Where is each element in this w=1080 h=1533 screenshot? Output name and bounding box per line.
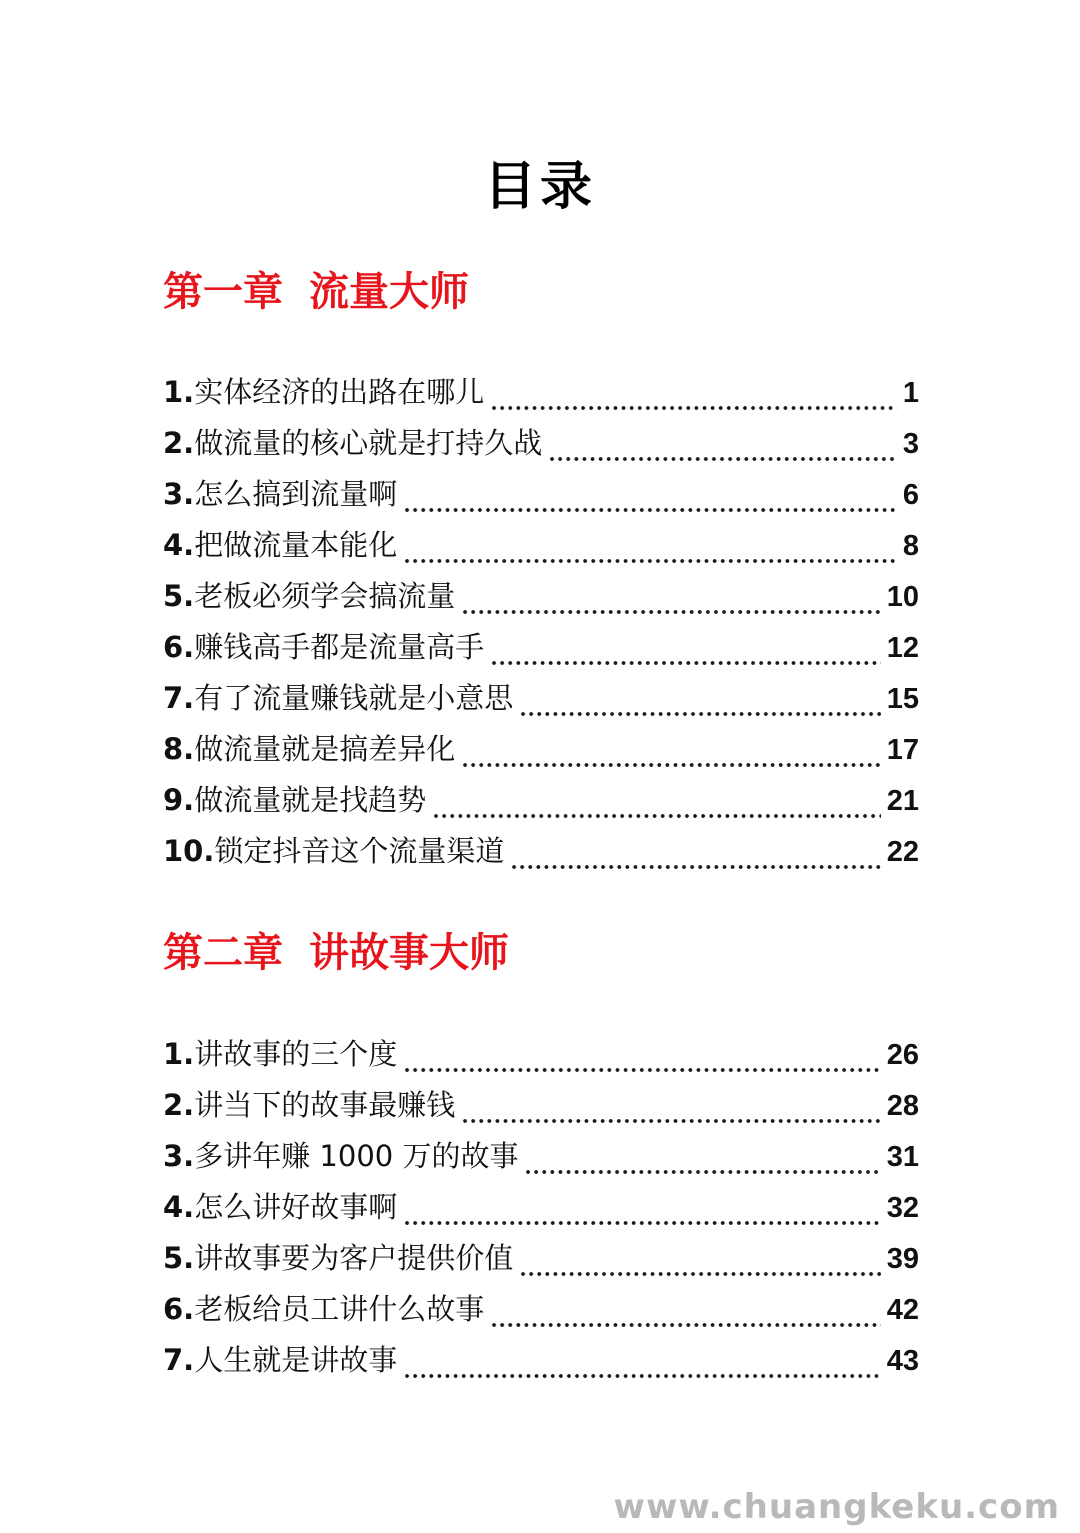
- entry-number: 10.: [163, 834, 215, 868]
- chapter-1-entries: [163, 372, 919, 882]
- entry-page-number: 42: [886, 1294, 919, 1326]
- entry-text: 赚钱高手都是流量高手: [194, 630, 485, 664]
- dot-leader: [510, 864, 880, 870]
- entry-page-number: 43: [886, 1345, 919, 1377]
- chapter-name: 流量大师: [309, 269, 469, 315]
- entry-page-number: 32: [886, 1192, 919, 1224]
- dot-leader: [403, 558, 897, 564]
- entry-number: 7.: [163, 1343, 195, 1377]
- toc-entry[interactable]: [163, 1085, 919, 1136]
- entry-page-number: 39: [886, 1243, 919, 1275]
- toc-entry[interactable]: [163, 423, 919, 474]
- entry-label: [163, 372, 484, 412]
- entry-label: [163, 576, 455, 616]
- entry-label: [163, 423, 542, 463]
- chapter-label: 第一章: [163, 269, 283, 315]
- entry-page-number: 31: [886, 1141, 919, 1173]
- toc-entry[interactable]: [163, 576, 919, 627]
- entry-label: [163, 474, 397, 514]
- entry-number: 6.: [163, 630, 195, 664]
- toc-entry[interactable]: [163, 1289, 919, 1340]
- chapter-heading-1: [163, 266, 469, 318]
- entry-label: [163, 525, 397, 565]
- entry-number: 3.: [163, 477, 195, 511]
- toc-entry[interactable]: [163, 627, 919, 678]
- entry-text: 做流量就是搞差异化: [194, 732, 456, 766]
- entry-label: [163, 627, 484, 667]
- entry-text: 人生就是讲故事: [194, 1343, 398, 1377]
- entry-label: [163, 1238, 513, 1278]
- entry-page-number: 26: [886, 1039, 919, 1071]
- entry-page-number: 17: [886, 734, 919, 766]
- dot-leader: [524, 1169, 880, 1175]
- toc-entry[interactable]: [163, 525, 919, 576]
- entry-text: 怎么搞到流量啊: [194, 477, 398, 511]
- dot-leader: [490, 1322, 881, 1328]
- entry-number: 4.: [163, 528, 195, 562]
- entry-page-number: 28: [886, 1090, 919, 1122]
- dot-leader: [519, 711, 881, 717]
- entry-number: 2.: [163, 1088, 195, 1122]
- watermark: www.chuangkeku.com: [613, 1487, 1060, 1527]
- toc-entry[interactable]: [163, 1136, 919, 1187]
- entry-text: 老板给员工讲什么故事: [194, 1292, 485, 1326]
- dot-leader: [490, 660, 881, 666]
- entry-text: 把做流量本能化: [194, 528, 398, 562]
- dot-leader: [403, 1067, 881, 1073]
- entry-page-number: 10: [886, 581, 919, 613]
- entry-text: 做流量就是找趋势: [194, 783, 427, 817]
- toc-entry[interactable]: [163, 1034, 919, 1085]
- entry-page-number: 12: [886, 632, 919, 664]
- entry-number: 5.: [163, 1241, 195, 1275]
- entry-label: [163, 729, 455, 769]
- dot-leader: [461, 1118, 881, 1124]
- entry-text: 讲当下的故事最赚钱: [194, 1088, 456, 1122]
- entry-label: [163, 1034, 397, 1074]
- entry-number: 1.: [163, 1037, 195, 1071]
- entry-text: 有了流量赚钱就是小意思: [194, 681, 514, 715]
- toc-entry[interactable]: [163, 1187, 919, 1238]
- entry-number: 6.: [163, 1292, 195, 1326]
- toc-entry[interactable]: [163, 678, 919, 729]
- chapter-name: 讲故事大师: [309, 930, 509, 976]
- dot-leader: [461, 762, 881, 768]
- toc-entry[interactable]: [163, 780, 919, 831]
- toc-entry[interactable]: [163, 729, 919, 780]
- entry-page-number: 1: [902, 377, 919, 409]
- entry-label: [163, 1187, 397, 1227]
- entry-text: 做流量的核心就是打持久战: [194, 426, 543, 460]
- chapter-label: 第二章: [163, 930, 283, 976]
- dot-leader: [432, 813, 881, 819]
- entry-label: [163, 1085, 455, 1125]
- entry-page-number: 15: [886, 683, 919, 715]
- entry-text: 讲故事的三个度: [194, 1037, 398, 1071]
- entry-page-number: 21: [886, 785, 919, 817]
- entry-label: [163, 678, 513, 718]
- dot-leader: [403, 507, 897, 513]
- entry-text: 怎么讲好故事啊: [194, 1190, 398, 1224]
- dot-leader: [490, 405, 897, 411]
- entry-number: 2.: [163, 426, 195, 460]
- toc-title: 目录: [483, 157, 596, 217]
- entry-text: 实体经济的出路在哪儿: [194, 375, 485, 409]
- entry-text: 讲故事要为客户提供价值: [194, 1241, 514, 1275]
- entry-text: 多讲年赚 1000 万的故事: [194, 1139, 519, 1173]
- entry-label: [163, 1340, 397, 1380]
- entry-label: [163, 831, 504, 871]
- chapter-heading-2: [163, 927, 509, 979]
- entry-label: [163, 780, 426, 820]
- toc-entry[interactable]: [163, 1238, 919, 1289]
- entry-text: 老板必须学会搞流量: [194, 579, 456, 613]
- entry-number: 4.: [163, 1190, 195, 1224]
- entry-number: 1.: [163, 375, 195, 409]
- entry-page-number: 8: [902, 530, 919, 562]
- dot-leader: [403, 1220, 881, 1226]
- dot-leader: [519, 1271, 881, 1277]
- entry-number: 8.: [163, 732, 195, 766]
- toc-entry[interactable]: [163, 372, 919, 423]
- toc-entry[interactable]: [163, 1340, 919, 1391]
- chapter-2-entries: [163, 1034, 919, 1391]
- entry-page-number: 22: [886, 836, 919, 868]
- entry-number: 5.: [163, 579, 195, 613]
- entry-number: 7.: [163, 681, 195, 715]
- entry-number: 9.: [163, 783, 195, 817]
- entry-text: 锁定抖音这个流量渠道: [214, 834, 505, 868]
- entry-page-number: 6: [902, 479, 919, 511]
- entry-number: 3.: [163, 1139, 195, 1173]
- toc-entry[interactable]: [163, 474, 919, 525]
- entry-label: [163, 1136, 518, 1176]
- entry-label: [163, 1289, 484, 1329]
- dot-leader: [548, 456, 897, 462]
- dot-leader: [461, 609, 881, 615]
- dot-leader: [403, 1373, 881, 1379]
- toc-entry[interactable]: [163, 831, 919, 882]
- entry-page-number: 3: [902, 428, 919, 460]
